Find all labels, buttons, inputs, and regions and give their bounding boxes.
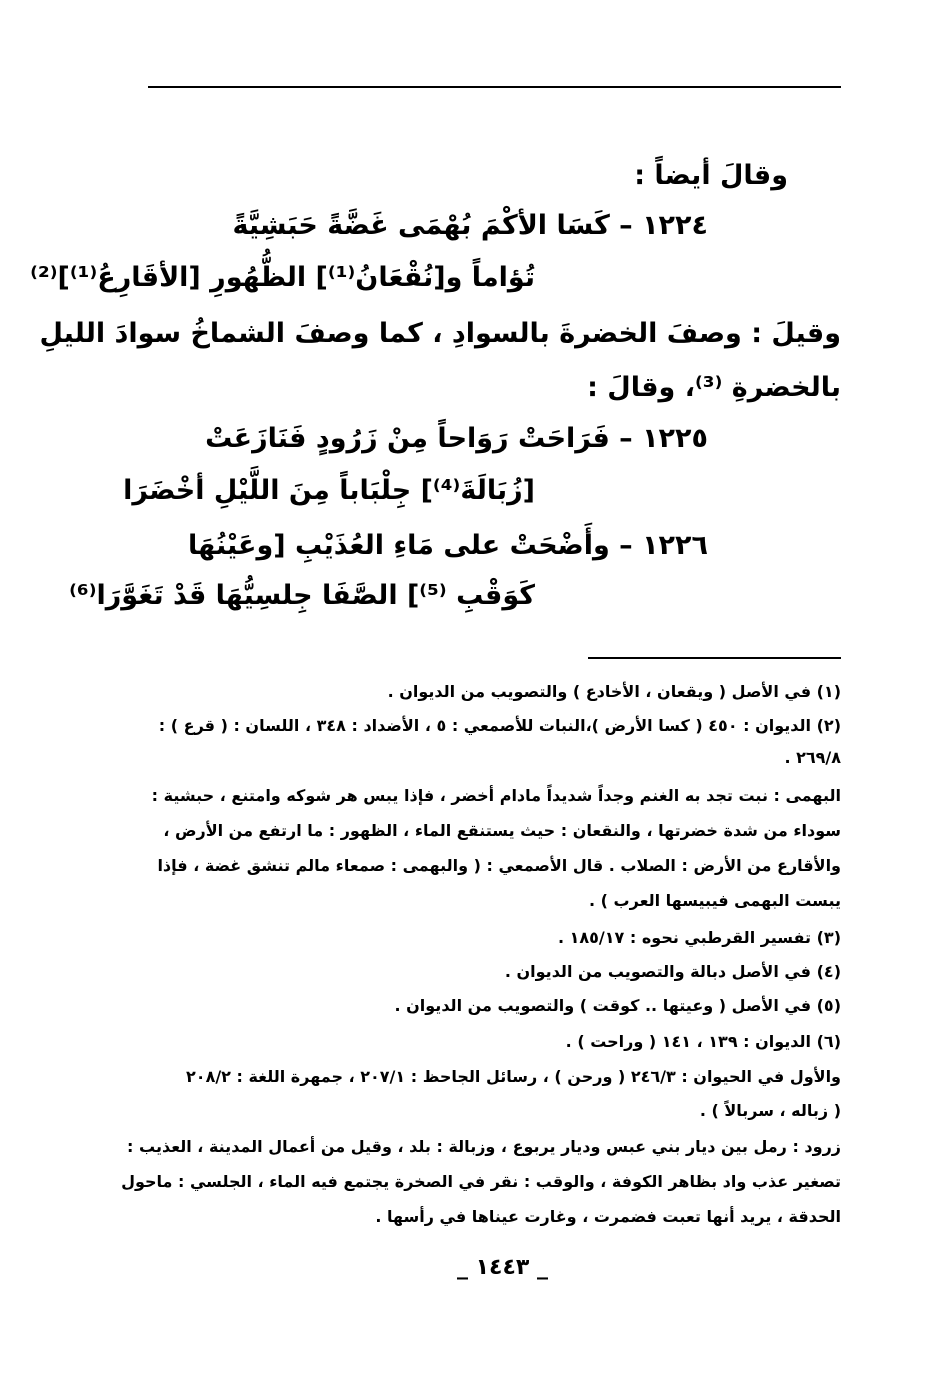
footnote-2-line-3: البهمى : نبت تجد به الغنم وجداً شديداً مادام أخضر ، فإذا يبس هر شوكه وامتنع ، حبشية : xyxy=(151,786,841,805)
footnote-2-line-6: يبست البهمى فيبيسها العرب ) . xyxy=(589,891,841,910)
footnote-6-line-3: ( زباله ، سربالاً ) . xyxy=(699,1101,841,1120)
verse-1224-second-hemistich: تُؤاماً و[نُقْعَانُ⁽¹⁾] الظُّهُورِ [الأقَارِعُ⁽¹⁾]⁽²⁾ xyxy=(30,262,535,293)
footnote-6-line-5: تصغير عذب واد بظاهر الكوفة ، والوقب : نقر في الصخرة يجتمع فيه الماء ، الجلسي : ماحول xyxy=(121,1172,841,1191)
verse-1225-second-hemistich: [زُبَالَةَ⁽⁴⁾] جِلْبَاباً مِنَ اللَّيْلِ أخْضَرَا xyxy=(123,475,535,506)
footnote-5: (٥) في الأصل ( وعيتها .. كوقت ) والتصويب من الديوان . xyxy=(394,996,841,1015)
footnote-2-line-5: والأقارع من الأرض : الصلاب . قال الأصمعي : ( والبهمى : صمعاء مالم تنشق غضة ، فإذا xyxy=(157,856,841,875)
footnote-4: (٤) في الأصل دبالة والتصويب من الديوان . xyxy=(504,962,841,981)
footnote-6-line-4: زرود : رمل بين ديار بني عبس وديار يربوع ، وزبالة : بلد ، وقيل من أعمال المدينة ، العذيب : xyxy=(127,1137,841,1156)
footnote-6-line-2: والأول في الحيوان : ٢٤٦/٣ ( ورحن ) ، رسائل الجاحظ : ٢٠٧/١ ، جمهرة اللغة : ٢٠٨/٢ xyxy=(186,1067,841,1086)
verse-1226-second-hemistich: كَوَقْبِ ⁽⁵⁾] الصَّفَا جِلسِيُّهَا قَدْ تَغَوَّرَا⁽⁶⁾ xyxy=(69,580,535,611)
footnote-3: (٣) تفسير القرطبي نحوه : ١٨٥/١٧ . xyxy=(557,928,841,947)
page-number: _ ١٤٤٣ _ xyxy=(456,1255,548,1280)
verse-1225-first-hemistich: ١٢٢٥ – فَرَاحَتْ رَوَاحاً مِنْ زَرُودٍ فَنَازَعَتْ xyxy=(205,423,708,454)
footnote-6-line-6: الحدقة ، يريد أنها تعبت فضمرت ، وغارت عيناها في رأسها . xyxy=(375,1207,841,1226)
footnote-2-line-1: (٢) الديوان : ٤٥٠ ( كسا الأرض )،النبات للأصمعي : ٥ ، الأضداد : ٣٤٨ ، اللسان : ( قرع ) : xyxy=(158,716,841,735)
footnote-6-line-1: (٦) الديوان : ١٣٩ ، ١٤١ ( وراحت ) . xyxy=(565,1032,841,1051)
commentary-line-1: وقيلَ : وصفَ الخضرةَ بالسوادِ ، كما وصفَ الشماخُ سوادَ الليلِ xyxy=(39,318,841,349)
intro-line: وقالَ أيضاً : xyxy=(634,160,788,191)
commentary-line-2: بالخضرةِ ⁽³⁾، وقالَ : xyxy=(587,372,841,403)
footnote-rule xyxy=(588,657,841,659)
top-rule xyxy=(148,86,841,88)
footnote-2-line-4: سوداء من شدة خضرتها ، والنقعان : حيث يستنقع الماء ، الظهور : ما ارتفع من الأرض ، xyxy=(163,821,841,840)
verse-1224-first-hemistich: ١٢٢٤ – كَسَا الأكْمَ بُهْمَى غَضَّةً حَبَشِيَّةً xyxy=(232,210,708,241)
footnote-2-line-2: ٢٦٩/٨ . xyxy=(784,748,841,767)
verse-1226-first-hemistich: ١٢٢٦ – وأَضْحَتْ على مَاءِ العُذَيْبِ [وعَيْنُهَا xyxy=(188,530,708,561)
footnote-1: (١) في الأصل ( ويقعان ، الأخادع ) والتصويب من الديوان . xyxy=(387,682,841,701)
